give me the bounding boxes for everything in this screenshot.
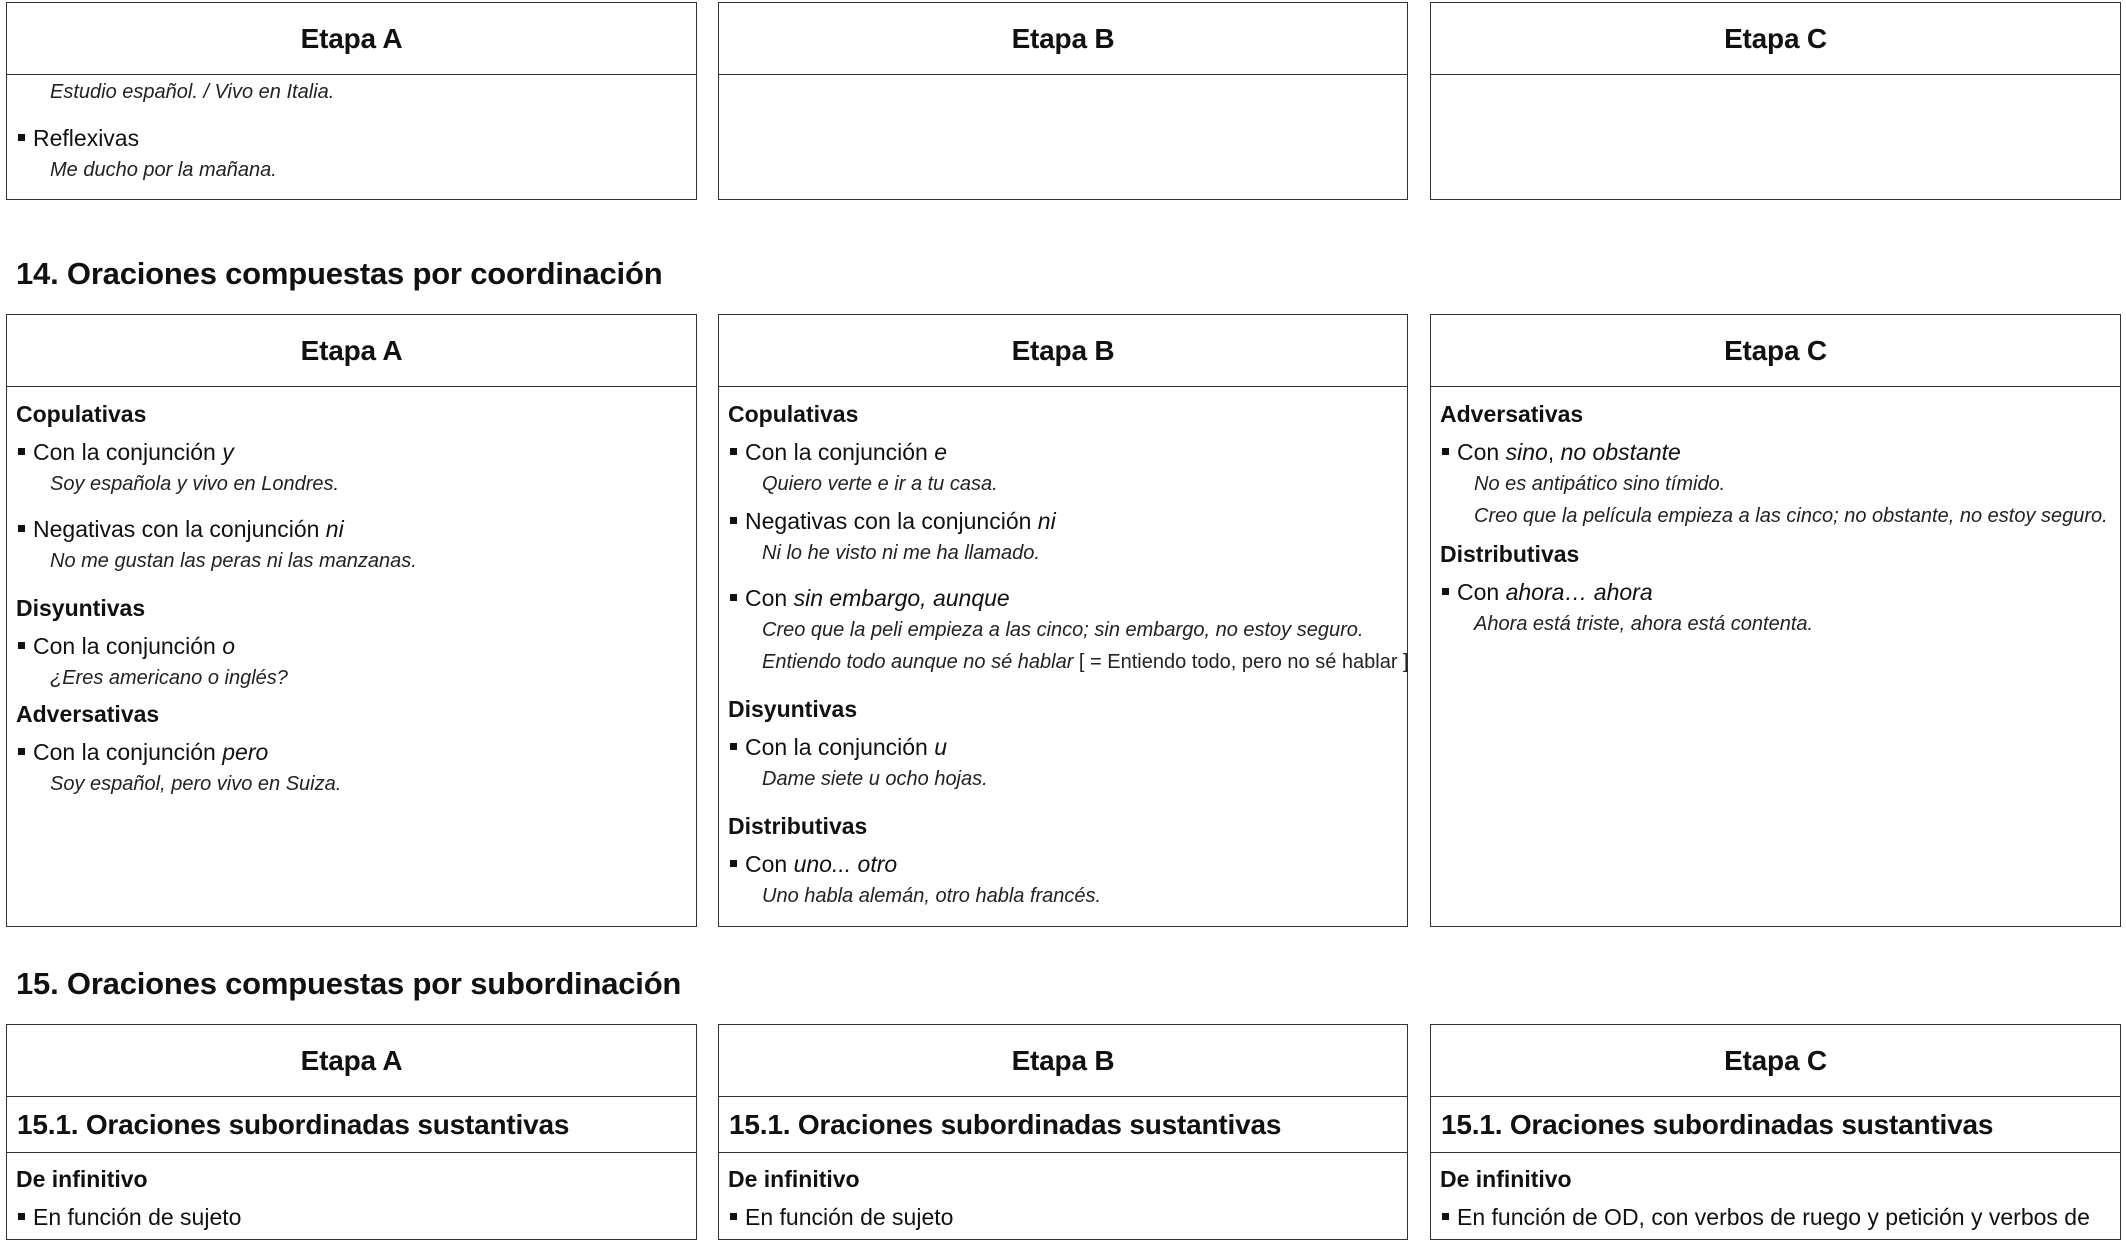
bullet-square-icon [730, 517, 737, 524]
bullet-item: Negativas con la conjunción ni [16, 516, 344, 543]
column-header: Etapa C [1431, 315, 2120, 387]
bullet-square-icon [730, 594, 737, 601]
category-heading: De infinitivo [1440, 1166, 1572, 1192]
sec14-col-a [6, 314, 697, 927]
bullet-square-icon [18, 448, 25, 455]
sec15-col-c [1430, 1024, 2121, 1240]
category-heading: Adversativas [16, 701, 160, 727]
category-heading: Disyuntivas [16, 595, 146, 621]
column-header: Etapa A [7, 1025, 696, 1097]
bullet-item: Con sin embargo, aunque [728, 585, 1010, 612]
example-text: No me gustan las peras ni las manzanas. [50, 550, 417, 572]
subsection-title: 15.1. Oraciones subordinadas sustantivas [719, 1097, 1407, 1153]
example-text: Dame siete u ocho hojas. [762, 768, 988, 790]
category-heading: De infinitivo [728, 1166, 860, 1192]
bullet-item: Con la conjunción u [728, 734, 947, 761]
bullet-square-icon [18, 748, 25, 755]
category-heading: Copulativas [16, 401, 147, 427]
column-header: Etapa C [1431, 1025, 2120, 1097]
bullet-square-icon [1442, 448, 1449, 455]
example-text: Ahora está triste, ahora está contenta. [1474, 613, 1814, 635]
column-header: Etapa A [7, 3, 696, 75]
example-text: Soy española y vivo en Londres. [50, 473, 340, 495]
bullet-item: En función de sujeto [728, 1204, 953, 1231]
example-text: Me ducho por la mañana. [50, 159, 277, 181]
category-heading: Adversativas [1440, 401, 1584, 427]
category-heading: De infinitivo [16, 1166, 148, 1192]
top-col-a [6, 2, 697, 200]
category-heading: Disyuntivas [728, 696, 858, 722]
column-header: Etapa B [719, 3, 1407, 75]
example-text: ¿Eres americano o inglés? [50, 667, 288, 689]
bullet-square-icon [730, 743, 737, 750]
top-col-c [1430, 2, 2121, 200]
sec14-col-c [1430, 314, 2121, 927]
column-header: Etapa B [719, 315, 1407, 387]
example-text: Entiendo todo aunque no sé hablar [ = Entiendo todo, pero no sé hablar ] [762, 651, 1409, 673]
bullet-square-icon [1442, 588, 1449, 595]
example-text: Creo que la peli empieza a las cinco; sin embargo, no estoy seguro. [762, 619, 1364, 641]
bullet-square-icon [730, 448, 737, 455]
column-header: Etapa C [1431, 3, 2120, 75]
subsection-title: 15.1. Oraciones subordinadas sustantivas [1431, 1097, 2120, 1153]
bullet-item: Con ahora… ahora [1440, 579, 1653, 606]
bullet-item: Negativas con la conjunción ni [728, 508, 1056, 535]
category-heading: Distributivas [1440, 541, 1580, 567]
example-text: Quiero verte e ir a tu casa. [762, 473, 998, 495]
sec15-col-a [6, 1024, 697, 1240]
category-heading: Copulativas [728, 401, 859, 427]
bullet-item: Con la conjunción pero [16, 739, 268, 766]
category-heading: Distributivas [728, 813, 868, 839]
bullet-square-icon [1442, 1213, 1449, 1220]
column-header: Etapa A [7, 315, 696, 387]
example-text: Ni lo he visto ni me ha llamado. [762, 542, 1040, 564]
bullet-square-icon [730, 1213, 737, 1220]
bullet-item: Con sino, no obstante [1440, 439, 1681, 466]
bullet-item: Con la conjunción e [728, 439, 947, 466]
bullet-square-icon [18, 642, 25, 649]
section-title-15: 15. Oraciones compuestas por subordinación [16, 966, 682, 1001]
column-header: Etapa B [719, 1025, 1407, 1097]
subsection-title: 15.1. Oraciones subordinadas sustantivas [7, 1097, 696, 1153]
bullet-square-icon [18, 525, 25, 532]
example-text: Creo que la película empieza a las cinco; no obstante, no estoy seguro. [1474, 505, 2108, 527]
example-text: Estudio español. / Vivo en Italia. [50, 81, 335, 103]
bullet-item: Con la conjunción y [16, 439, 234, 466]
example-text: Uno habla alemán, otro habla francés. [762, 885, 1102, 907]
bullet-item: En función de sujeto [16, 1204, 241, 1231]
bullet-item: En función de OD, con verbos de ruego y petición y verbos de [1440, 1204, 2090, 1231]
sec15-col-b [718, 1024, 1408, 1240]
example-text: Soy español, pero vivo en Suiza. [50, 773, 342, 795]
bullet-square-icon [18, 134, 25, 141]
bullet-item: Reflexivas [16, 125, 139, 152]
example-text: No es antipático sino tímido. [1474, 473, 1726, 495]
bullet-item: Con la conjunción o [16, 633, 235, 660]
bullet-square-icon [730, 860, 737, 867]
top-col-b [718, 2, 1408, 200]
section-title-14: 14. Oraciones compuestas por coordinación [16, 256, 663, 291]
sec14-col-b [718, 314, 1408, 927]
bullet-item: Con uno... otro [728, 851, 897, 878]
bullet-square-icon [18, 1213, 25, 1220]
